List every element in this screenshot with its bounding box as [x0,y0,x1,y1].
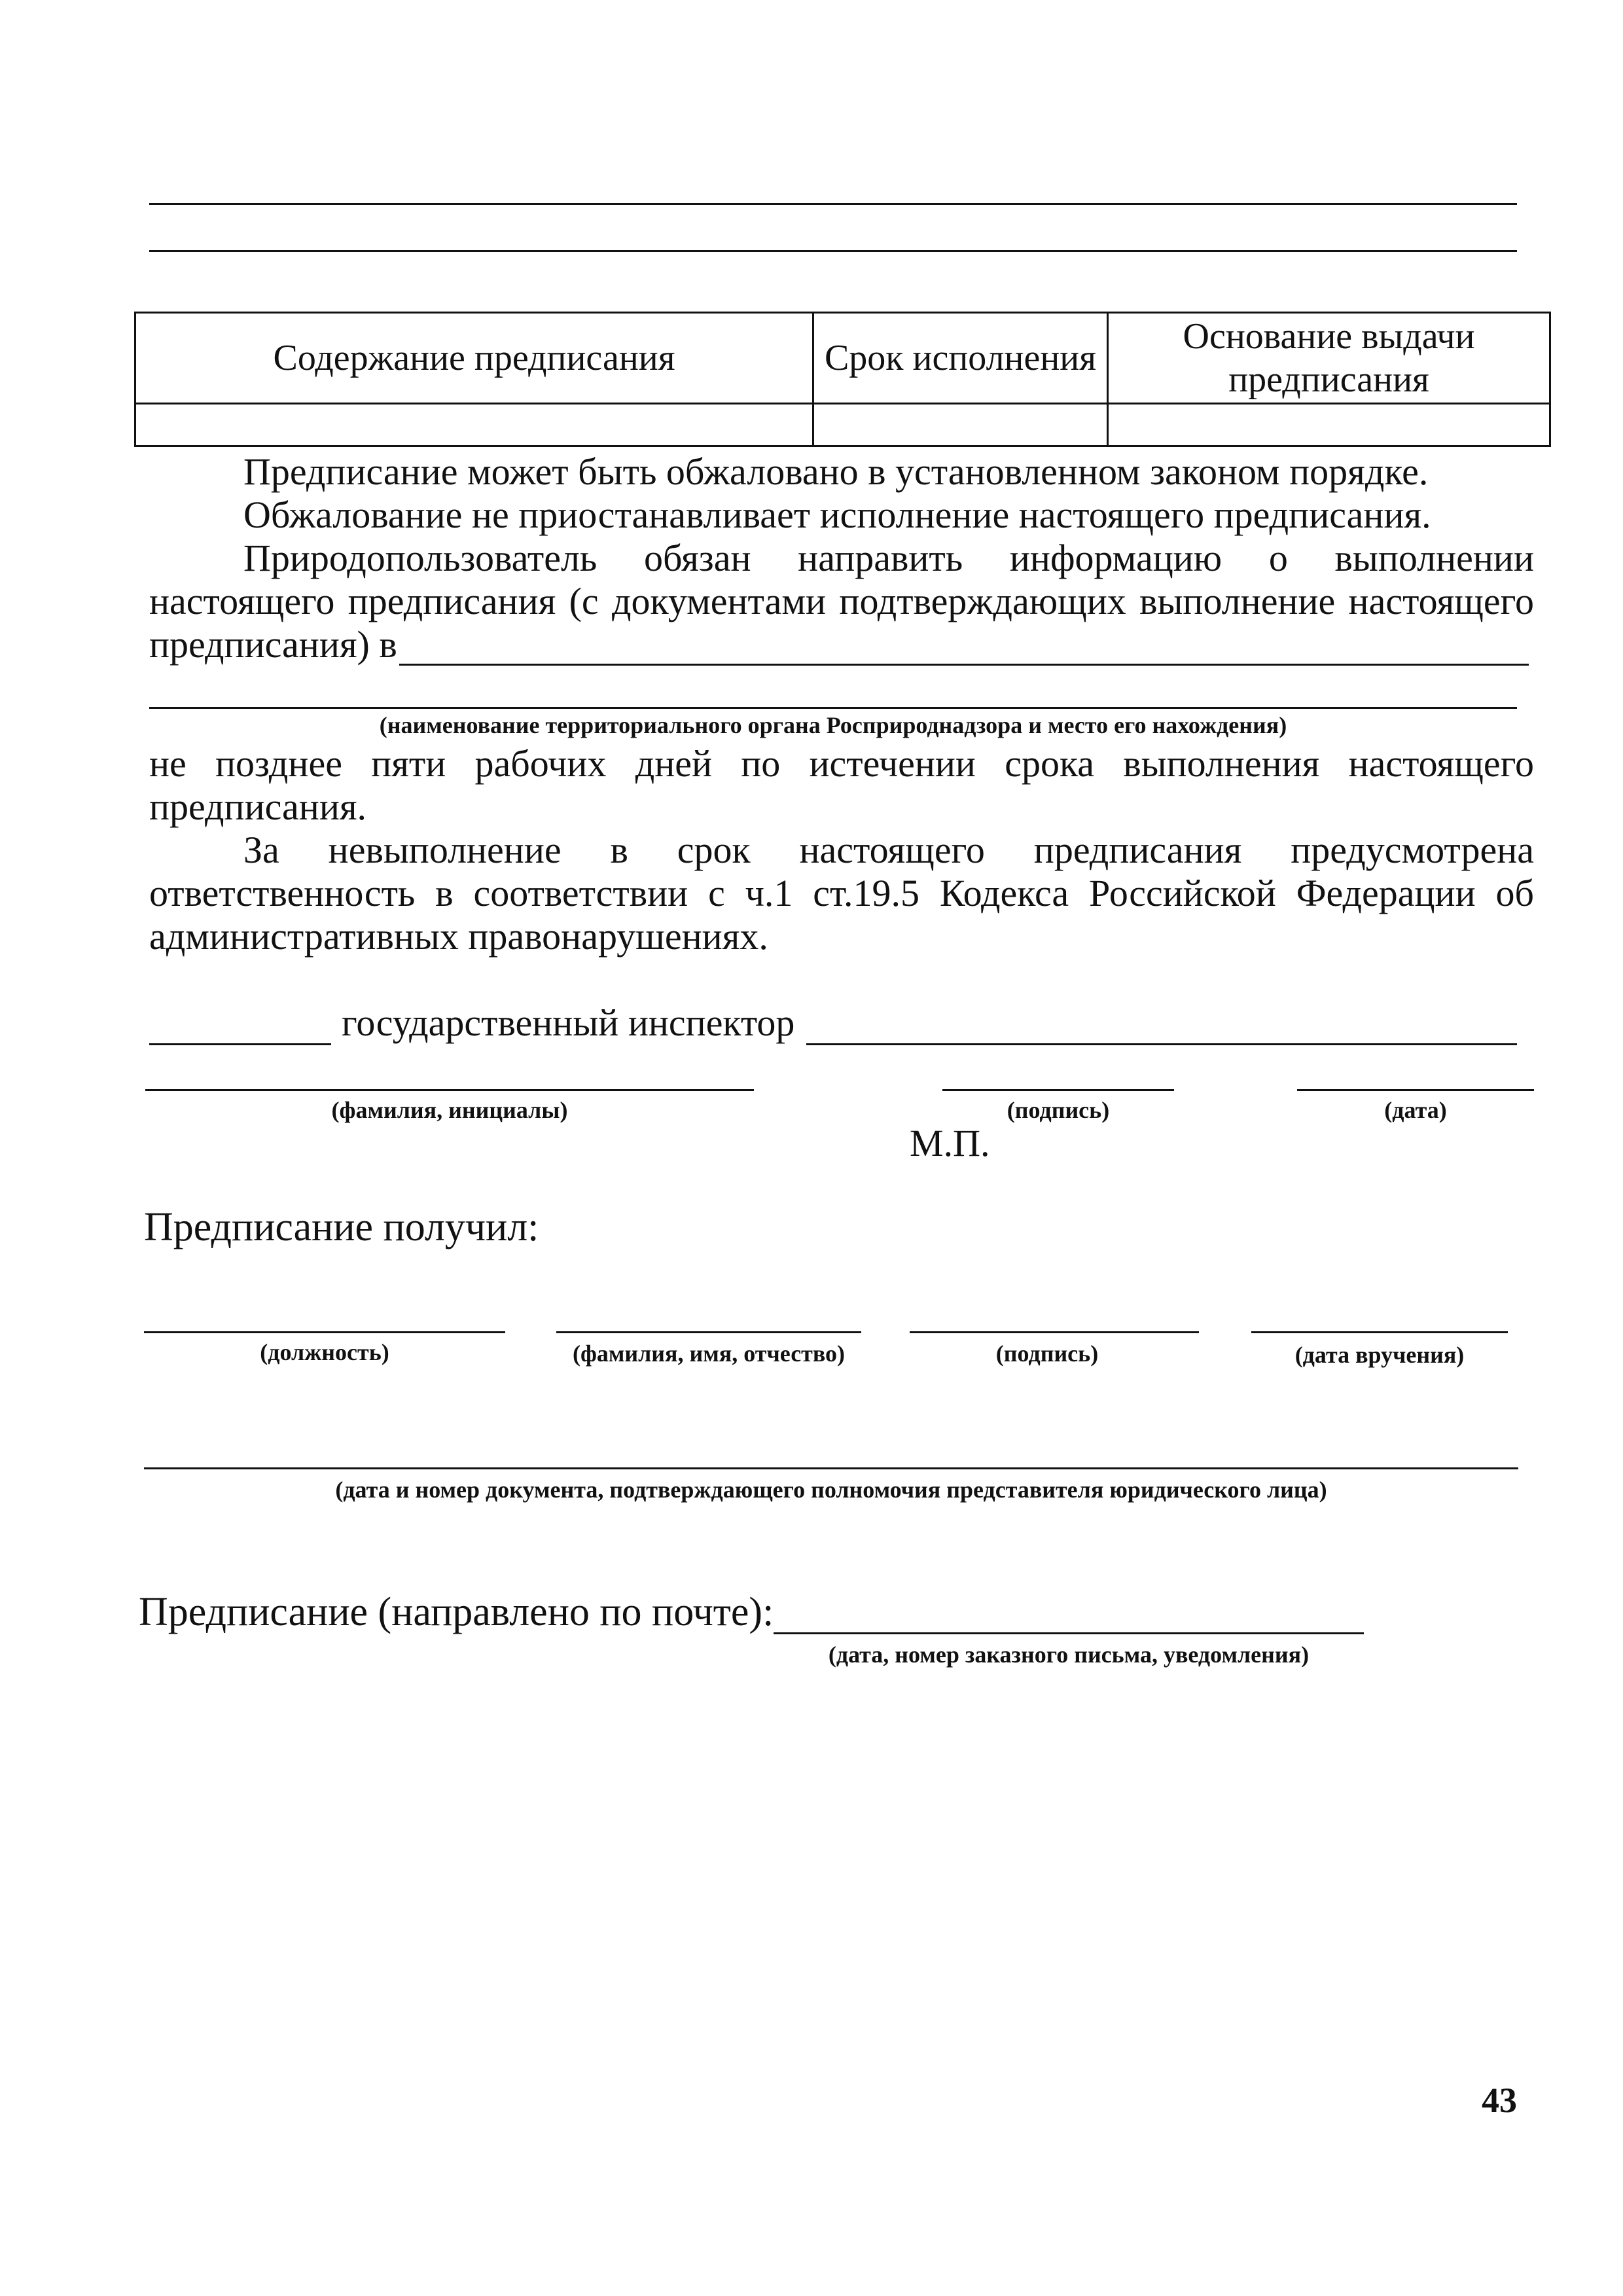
stamp-mark: М.П. [910,1122,990,1164]
cell-deadline[interactable] [813,404,1108,446]
mail-details-line[interactable] [774,1632,1364,1634]
recipient-fullname-caption: (фамилия, имя, отчество) [572,1340,846,1367]
appeal-text: Предписание может быть обжаловано в установленном законом порядке. [243,450,1429,493]
inspector-date-line[interactable] [1297,1089,1534,1091]
authority-document-line[interactable] [144,1467,1518,1469]
inspector-name-line[interactable] [145,1089,754,1091]
mail-details-caption: (дата, номер заказного письма, уведомления) [828,1641,1310,1668]
table-header-row [135,313,1550,404]
liability-text-line-2: ответственность в соответствии с ч.1 ст.19.5 Кодекса Российской Федерации об [149,872,1534,914]
inspector-signature-line[interactable] [942,1089,1174,1091]
duty-text-line-2: настоящего предписания (с документами подтверждающих выполнение настоящего [149,580,1534,622]
table-row [135,404,1550,446]
inspector-title: государственный инспектор [342,1001,795,1044]
duty-text-line-1: Природопользователь обязан направить информацию о выполнении [243,537,1534,579]
duty-text-line-3: предписания) в [149,623,397,666]
prescription-table [134,312,1551,447]
page-number: 43 [1482,2081,1517,2120]
recipient-signature-line[interactable] [910,1331,1199,1333]
inspector-agency-line[interactable] [806,1043,1517,1045]
cell-basis[interactable] [1108,404,1550,446]
top-blank-line-1[interactable] [149,203,1517,205]
top-blank-line-2[interactable] [149,250,1517,252]
recipient-delivery-date-line[interactable] [1251,1331,1508,1333]
header-content: Содержание предписания [135,313,813,404]
recipient-position-caption: (должность) [260,1339,389,1365]
inspector-date-caption: (дата) [1384,1097,1447,1123]
suspension-text: Обжалование не приостанавливает исполнение настоящего предписания. [243,493,1431,536]
liability-text-line-1: За невыполнение в срок настоящего предписания предусмотрена [243,829,1534,871]
deadline-text-line-2: предписания. [149,785,367,828]
header-deadline: Срок исполнения [813,313,1108,404]
recipient-position-line[interactable] [144,1331,505,1333]
mail-heading: Предписание (направлено по почте): [139,1590,774,1634]
inspector-signature-caption: (подпись) [1007,1097,1110,1123]
liability-text-line-3: административных правонарушениях. [149,915,768,958]
territorial-body-line-1[interactable] [399,664,1529,666]
authority-document-caption: (дата и номер документа, подтверждающего полномочия представителя юридического лица) [335,1477,1327,1503]
recipient-signature-caption: (подпись) [995,1340,1099,1367]
territorial-body-caption: (наименование территориального органа Росприроднадзора и место его нахождения) [379,712,1287,738]
recipient-delivery-date-caption: (дата вручения) [1294,1342,1465,1368]
territorial-body-line-2[interactable] [149,707,1517,709]
header-basis: Основание выдачи предписания [1108,313,1550,404]
deadline-text-line-1: не позднее пяти рабочих дней по истечении срока выполнения настоящего [149,742,1534,785]
received-heading: Предписание получил: [144,1205,539,1249]
inspector-rank-line[interactable] [149,1043,331,1045]
cell-content[interactable] [135,404,813,446]
inspector-name-caption: (фамилия, инициалы) [331,1097,568,1123]
recipient-fullname-line[interactable] [556,1331,861,1333]
